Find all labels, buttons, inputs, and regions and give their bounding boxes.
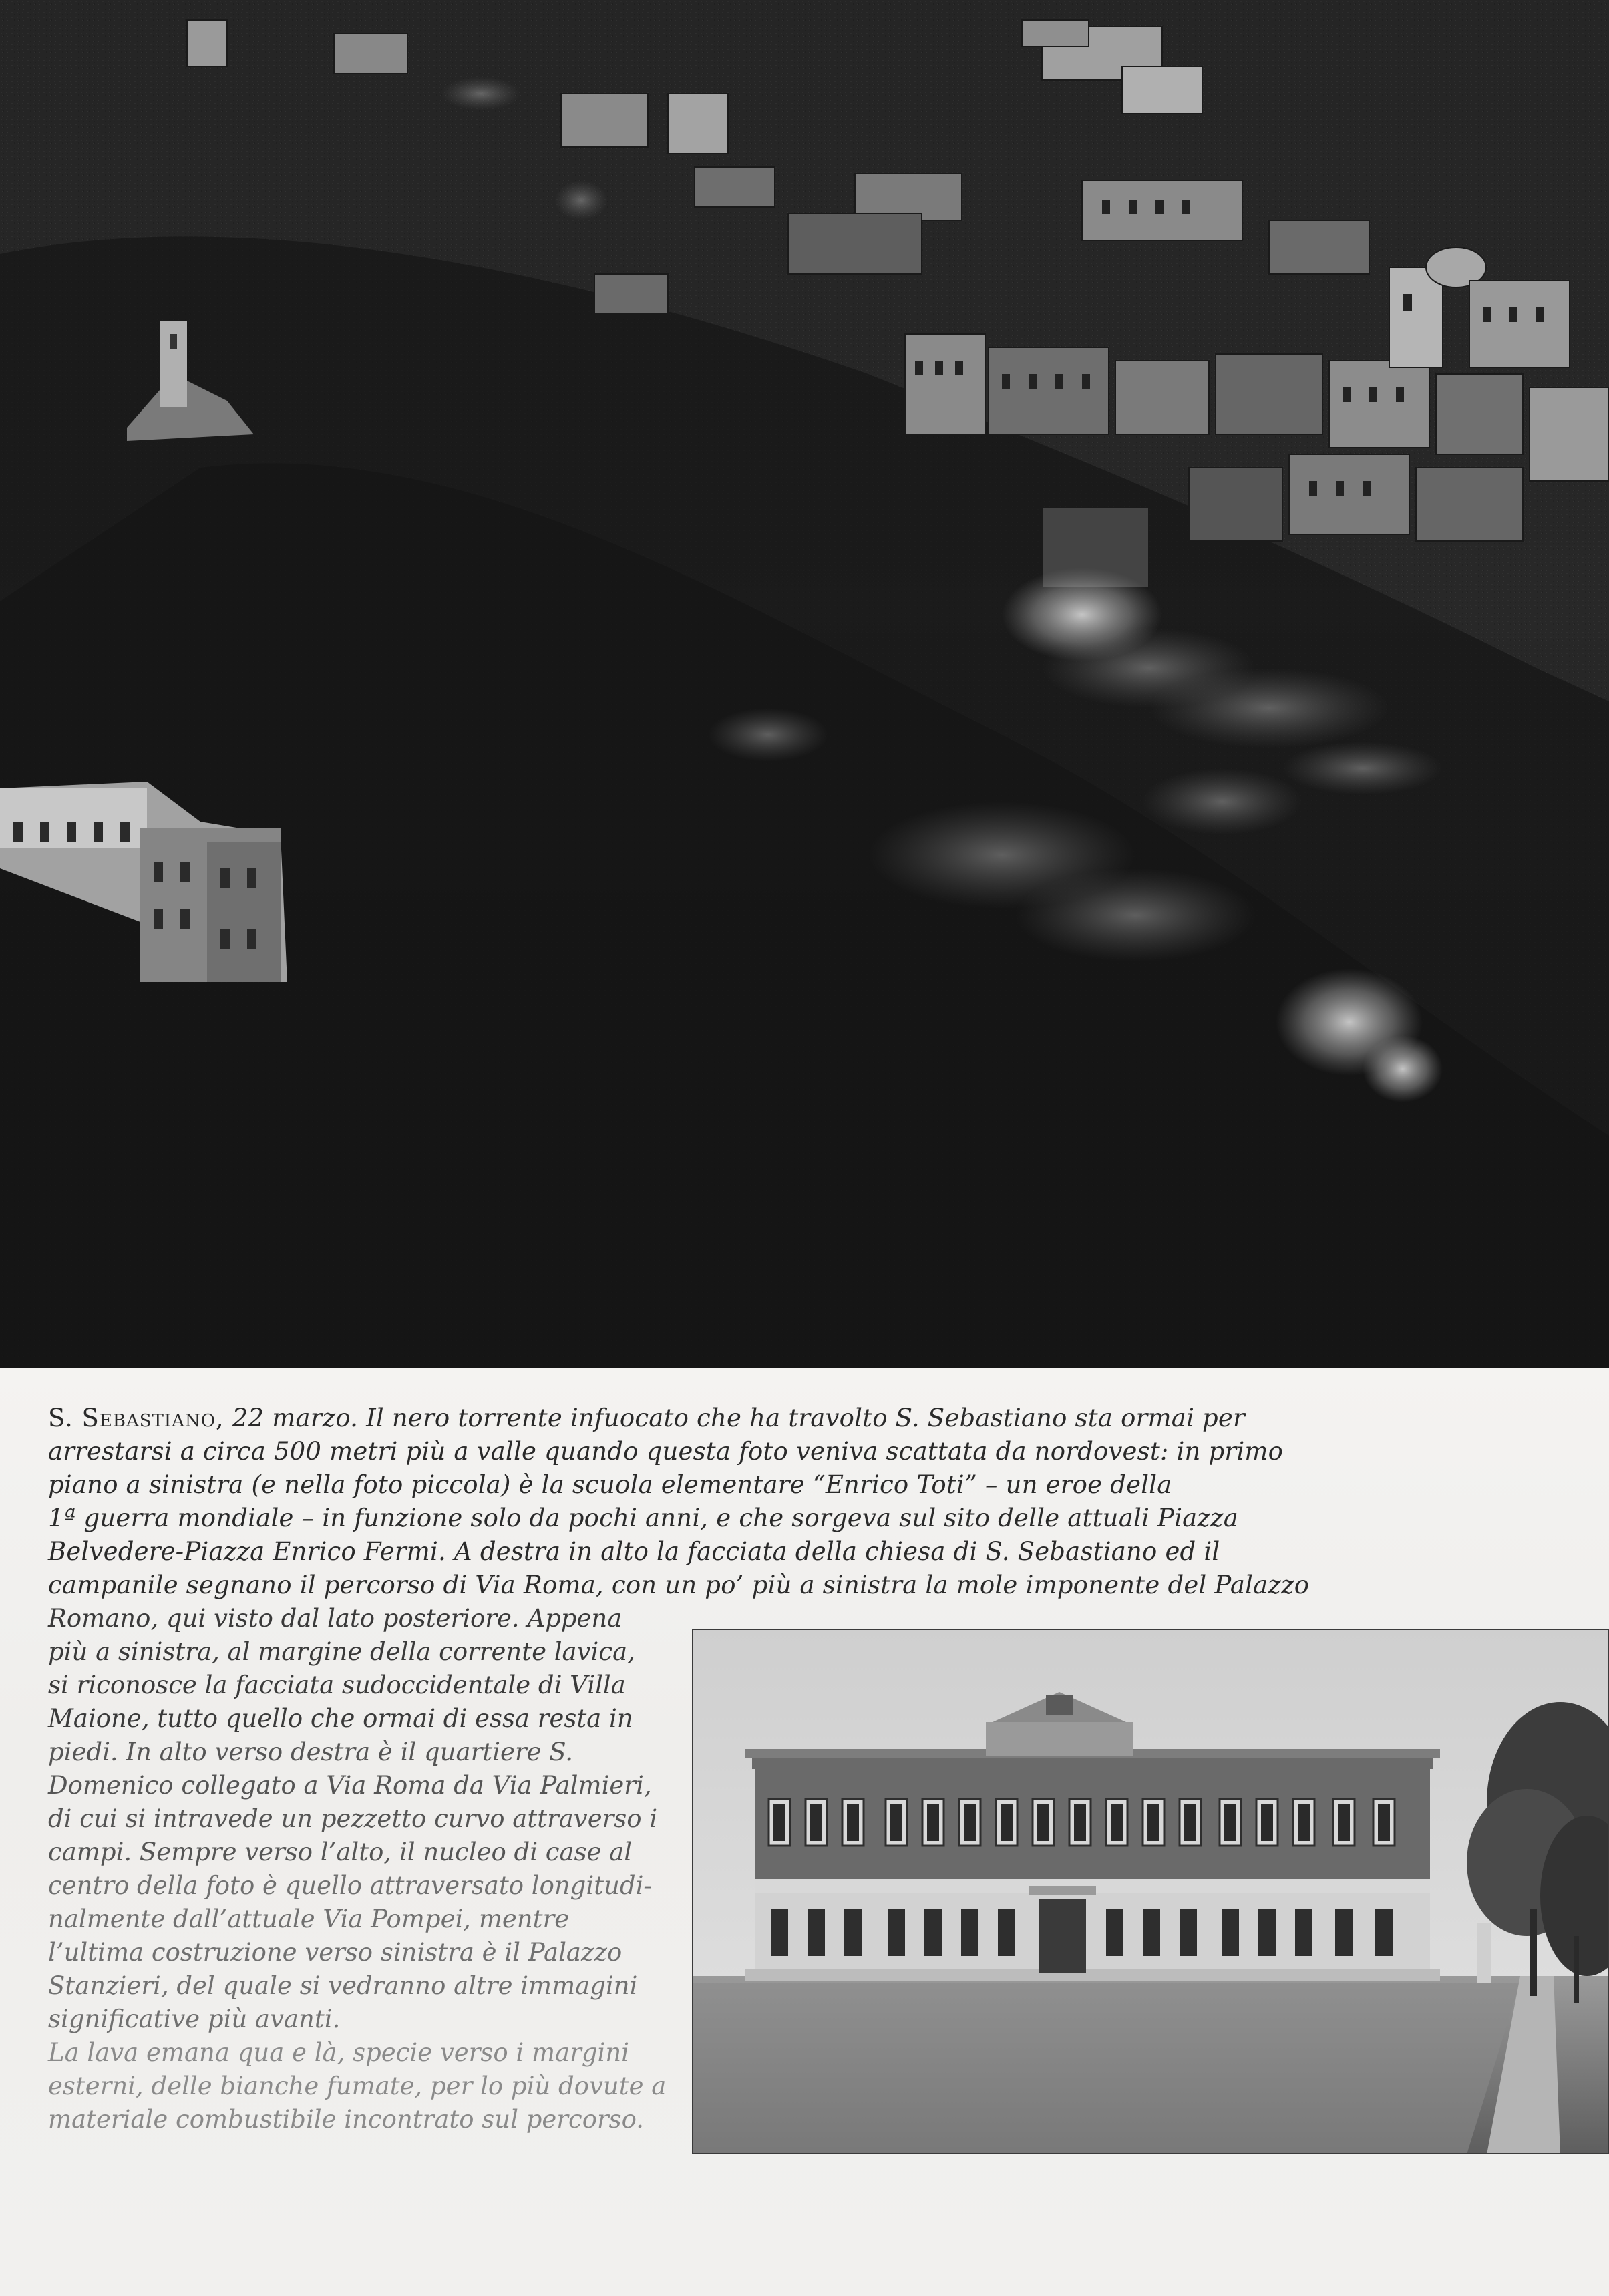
caption-narrow-line: significative più avanti. — [48, 2005, 341, 2033]
caption-narrow-line: La lava emana qua e là, specie verso i margini — [48, 2038, 630, 2067]
caption-narrow-line: campi. Sempre verso l’alto, il nucleo di case al — [48, 1838, 633, 1866]
caption-narrow-line: Domenico collegato a Via Roma da Via Palmieri, — [48, 1771, 652, 1800]
caption-narrow-line: l’ultima costruzione verso sinistra è il Palazzo — [48, 1938, 622, 1967]
caption-line-1 — [48, 1402, 1317, 1435]
caption-narrow-line: esterni, delle bianche fumate, per lo più dovute a — [48, 2072, 667, 2100]
caption-line-4: 1ª guerra mondiale – in funzione solo da pochi anni, e che sorgeva sul sito delle attuali Piazza — [48, 1504, 1239, 1532]
caption-narrow-line: Romano, qui visto dal lato posteriore. Appena — [48, 1604, 622, 1633]
caption-line-2: arrestarsi a circa 500 metri più a valle quando questa foto veniva scattata da nordovest: in primo — [48, 1437, 1284, 1466]
caption-narrow-column — [48, 1602, 667, 2136]
caption-narrow-line: Maione, tutto quello che ormai di essa resta in — [48, 1704, 633, 1733]
caption-narrow-line: più a sinistra, al margine della corrente lavica, — [48, 1637, 635, 1666]
caption-narrow-line: piedi. In alto verso destra è il quartiere S. — [48, 1738, 573, 1766]
school-illustration — [692, 1629, 1609, 2154]
caption-narrow-line: centro della foto è quello attraversato longitudi- — [48, 1871, 652, 1900]
caption-full-width — [48, 1402, 1317, 1602]
caption-narrow-line: si riconosce la facciata sudoccidentale di Villa — [48, 1671, 626, 1699]
small-photo-school — [692, 1629, 1609, 2154]
caption-line-1-text: 22 marzo. Il nero torrente infuocato che ha travolto S. Sebastiano sta ormai per — [224, 1404, 1245, 1432]
caption-line-3: piano a sinistra (e nella foto piccola) è la scuola elementare “Enrico Toti” – un eroe della — [48, 1470, 1172, 1499]
caption-line-5: Belvedere-Piazza Enrico Fermi. A destra in alto la facciata della chiesa di S. Sebastiano ed il — [48, 1537, 1220, 1566]
caption-line-6: campanile segnano il percorso di Via Roma, con un po’ più a sinistra la mole imponente del Palazzo — [48, 1571, 1310, 1599]
caption-location: S. Sebastiano, — [48, 1404, 224, 1432]
caption-narrow-line: materiale combustibile incontrato sul percorso. — [48, 2105, 645, 2134]
caption-narrow-line: nalmente dall’attuale Via Pompei, mentre — [48, 1905, 570, 1933]
caption-narrow-line: Stanzieri, del quale si vedranno altre immagini — [48, 1971, 638, 2000]
caption-narrow-line: di cui si intravede un pezzetto curvo attraverso i — [48, 1804, 658, 1833]
